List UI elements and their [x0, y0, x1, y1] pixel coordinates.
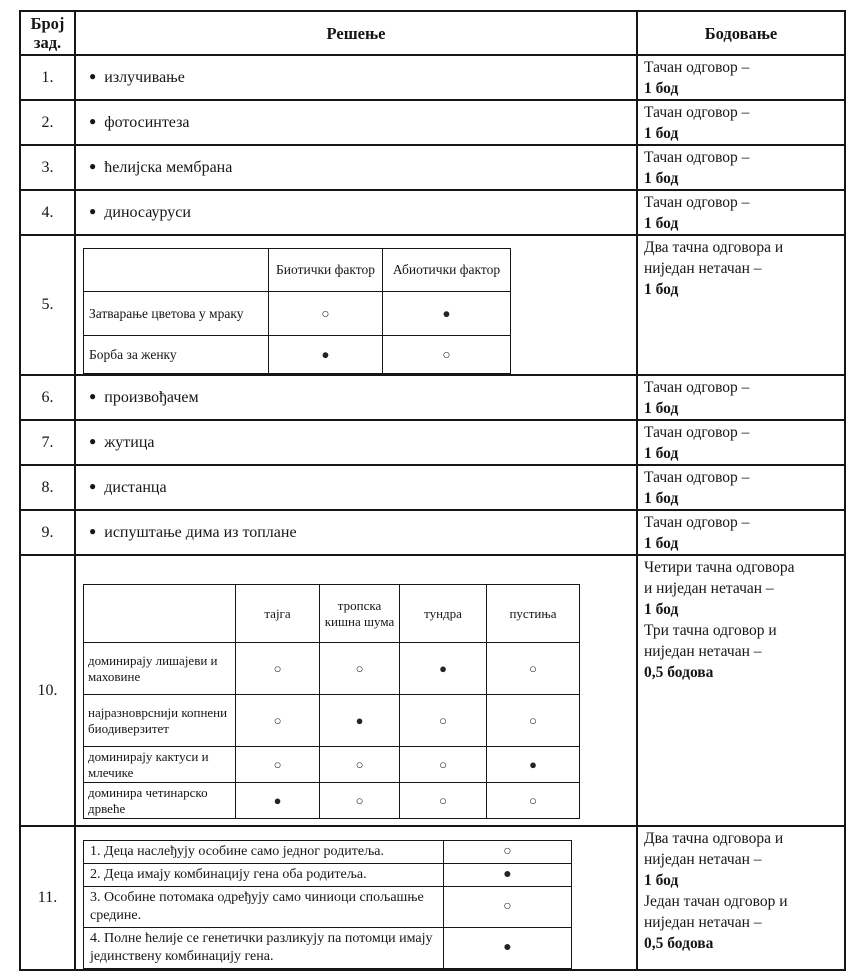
solution-text: излучивање	[104, 68, 185, 86]
biotic-abiotic-table	[83, 248, 511, 374]
row-label: најразноврснији копнени биодиверзитет	[84, 695, 236, 747]
scoring-rule: Тачан одговор –	[644, 194, 750, 211]
solution-cell	[75, 55, 637, 100]
scoring-cell	[637, 555, 845, 826]
scoring-cell	[637, 465, 845, 510]
radio-mark: ○	[487, 695, 580, 747]
empty-corner-cell	[84, 585, 236, 643]
scoring-rule: Тачан одговор –	[644, 514, 750, 531]
solution-cell	[75, 190, 637, 235]
scoring-points: 0,5 бодова	[644, 664, 714, 681]
statements-table	[83, 840, 572, 969]
task-number: 6.	[20, 375, 75, 420]
scoring-rule: и ниједан нетачан –	[644, 580, 774, 597]
radio-mark: ○	[236, 695, 320, 747]
statement-text: 4. Полне ћелије се генетички разликују па потомци имају јединствену комбинацију гена.	[84, 928, 444, 969]
radio-mark: ○	[444, 841, 572, 864]
table-row-6	[20, 375, 845, 420]
radio-mark: ●	[400, 643, 487, 695]
row-label: Затварање цветова у мраку	[84, 292, 269, 336]
bullet-icon: ●	[89, 113, 97, 128]
col-header-solution: Решење	[75, 11, 637, 55]
solution-text: фотосинтеза	[104, 113, 190, 131]
radio-mark: ○	[320, 783, 400, 819]
table-row-1	[20, 55, 845, 100]
solution-cell	[75, 145, 637, 190]
scoring-points: 1 бод	[644, 80, 679, 97]
scoring-cell	[637, 510, 845, 555]
nested-data-row	[84, 783, 580, 819]
column-header-tundra: тундра	[400, 585, 487, 643]
statement-text: 3. Особине потомака одређују само чиниоци спољашње средине.	[84, 887, 444, 928]
radio-mark: ○	[269, 292, 383, 336]
solution-cell	[75, 420, 637, 465]
radio-mark: ○	[444, 887, 572, 928]
table-row-3	[20, 145, 845, 190]
radio-mark: ●	[444, 928, 572, 969]
bullet-icon: ●	[89, 203, 97, 218]
row-label: доминира четинарско дрвеће	[84, 783, 236, 819]
scoring-points: 1 бод	[644, 170, 679, 187]
task-number: 4.	[20, 190, 75, 235]
solution-cell	[75, 510, 637, 555]
radio-mark: ○	[487, 643, 580, 695]
scoring-cell	[637, 375, 845, 420]
bullet-icon: ●	[89, 478, 97, 493]
nested-data-row	[84, 695, 580, 747]
solution-cell	[75, 465, 637, 510]
bullet-icon: ●	[89, 388, 97, 403]
answer-key-page	[19, 10, 846, 971]
column-header-biotic: Биотички фактор	[269, 249, 383, 292]
scoring-rule: Један тачан одговор и	[644, 893, 788, 910]
nested-data-row	[84, 336, 511, 374]
task-number: 1.	[20, 55, 75, 100]
header-row	[20, 11, 845, 55]
task-number: 9.	[20, 510, 75, 555]
scoring-points: 1 бод	[644, 601, 679, 618]
col-header-task-number-line2: зад.	[33, 33, 62, 52]
scoring-points: 1 бод	[644, 490, 679, 507]
column-header-desert: пустиња	[487, 585, 580, 643]
table-row-5	[20, 235, 845, 375]
radio-mark: ○	[383, 336, 511, 374]
scoring-points: 1 бод	[644, 281, 679, 298]
scoring-cell	[637, 100, 845, 145]
row-label: Борба за женку	[84, 336, 269, 374]
scoring-points: 1 бод	[644, 215, 679, 232]
radio-mark: ○	[320, 747, 400, 783]
bullet-icon: ●	[89, 158, 97, 173]
scoring-points: 1 бод	[644, 535, 679, 552]
radio-mark: ○	[400, 783, 487, 819]
scoring-cell	[637, 55, 845, 100]
radio-mark: ●	[236, 783, 320, 819]
column-header-rainforest: тропска кишна шума	[320, 585, 400, 643]
answer-key-table	[19, 10, 846, 971]
scoring-rule: Тачан одговор –	[644, 59, 750, 76]
table-row-9	[20, 510, 845, 555]
scoring-rule: Два тачна одговора и	[644, 239, 784, 256]
table-row-8	[20, 465, 845, 510]
nested-data-row	[84, 887, 572, 928]
nested-data-row	[84, 747, 580, 783]
scoring-rule: ниједан нетачан –	[644, 260, 762, 277]
scoring-rule: Три тачна одговор и	[644, 622, 777, 639]
task-number: 3.	[20, 145, 75, 190]
solution-cell	[75, 235, 637, 375]
radio-mark: ○	[236, 643, 320, 695]
scoring-rule: ниједан нетачан –	[644, 851, 762, 868]
scoring-cell	[637, 235, 845, 375]
row-label: доминирају кактуси и млечике	[84, 747, 236, 783]
scoring-cell	[637, 190, 845, 235]
scoring-cell	[637, 826, 845, 970]
radio-mark: ●	[383, 292, 511, 336]
nested-data-row	[84, 864, 572, 887]
scoring-points: 1 бод	[644, 445, 679, 462]
solution-text: дистанца	[104, 478, 167, 496]
column-header-abiotic: Абиотички фактор	[383, 249, 511, 292]
radio-mark: ○	[400, 747, 487, 783]
col-header-scoring: Бодовање	[637, 11, 845, 55]
col-header-task-number-line1: Број	[30, 14, 65, 33]
scoring-rule: Тачан одговор –	[644, 104, 750, 121]
table-row-7	[20, 420, 845, 465]
task-number: 10.	[20, 555, 75, 826]
scoring-points: 1 бод	[644, 125, 679, 142]
statement-text: 1. Деца наслеђују особине само једног родитеља.	[84, 841, 444, 864]
table-row-4	[20, 190, 845, 235]
table-row-11	[20, 826, 845, 970]
scoring-rule: ниједан нетачан –	[644, 643, 762, 660]
nested-data-row	[84, 643, 580, 695]
scoring-cell	[637, 145, 845, 190]
nested-header-row	[84, 249, 511, 292]
scoring-cell	[637, 420, 845, 465]
scoring-rule: ниједан нетачан –	[644, 914, 762, 931]
empty-corner-cell	[84, 249, 269, 292]
scoring-points: 0,5 бодова	[644, 935, 714, 952]
bullet-icon: ●	[89, 433, 97, 448]
nested-header-row	[84, 585, 580, 643]
solution-text: диносауруси	[104, 203, 191, 221]
bullet-icon: ●	[89, 523, 97, 538]
solution-cell	[75, 555, 637, 826]
row-label: доминирају лишајеви и маховине	[84, 643, 236, 695]
solution-text: произвођачем	[104, 388, 199, 406]
task-number: 7.	[20, 420, 75, 465]
radio-mark: ●	[444, 864, 572, 887]
column-header-taiga: тајга	[236, 585, 320, 643]
solution-text: ћелијска мембрана	[104, 158, 233, 176]
radio-mark: ●	[269, 336, 383, 374]
scoring-rule: Четири тачна одговора	[644, 559, 795, 576]
solution-cell	[75, 100, 637, 145]
nested-data-row	[84, 292, 511, 336]
task-number: 8.	[20, 465, 75, 510]
radio-mark: ○	[400, 695, 487, 747]
solution-text: испуштање дима из топлане	[104, 523, 297, 541]
radio-mark: ●	[487, 747, 580, 783]
scoring-rule: Два тачна одговора и	[644, 830, 784, 847]
solution-cell	[75, 826, 637, 970]
col-header-task-number	[20, 11, 75, 55]
statement-text: 2. Деца имају комбинацију гена оба родитеља.	[84, 864, 444, 887]
radio-mark: ●	[320, 695, 400, 747]
scoring-rule: Тачан одговор –	[644, 149, 750, 166]
nested-data-row	[84, 928, 572, 969]
solution-cell	[75, 375, 637, 420]
radio-mark: ○	[487, 783, 580, 819]
radio-mark: ○	[236, 747, 320, 783]
biomes-table	[83, 584, 580, 819]
nested-data-row	[84, 841, 572, 864]
scoring-rule: Тачан одговор –	[644, 469, 750, 486]
bullet-icon: ●	[89, 68, 97, 83]
scoring-rule: Тачан одговор –	[644, 379, 750, 396]
task-number: 2.	[20, 100, 75, 145]
solution-text: жутица	[104, 433, 155, 451]
scoring-points: 1 бод	[644, 400, 679, 417]
scoring-rule: Тачан одговор –	[644, 424, 750, 441]
task-number: 11.	[20, 826, 75, 970]
radio-mark: ○	[320, 643, 400, 695]
task-number: 5.	[20, 235, 75, 375]
table-row-10	[20, 555, 845, 826]
scoring-points: 1 бод	[644, 872, 679, 889]
table-row-2	[20, 100, 845, 145]
